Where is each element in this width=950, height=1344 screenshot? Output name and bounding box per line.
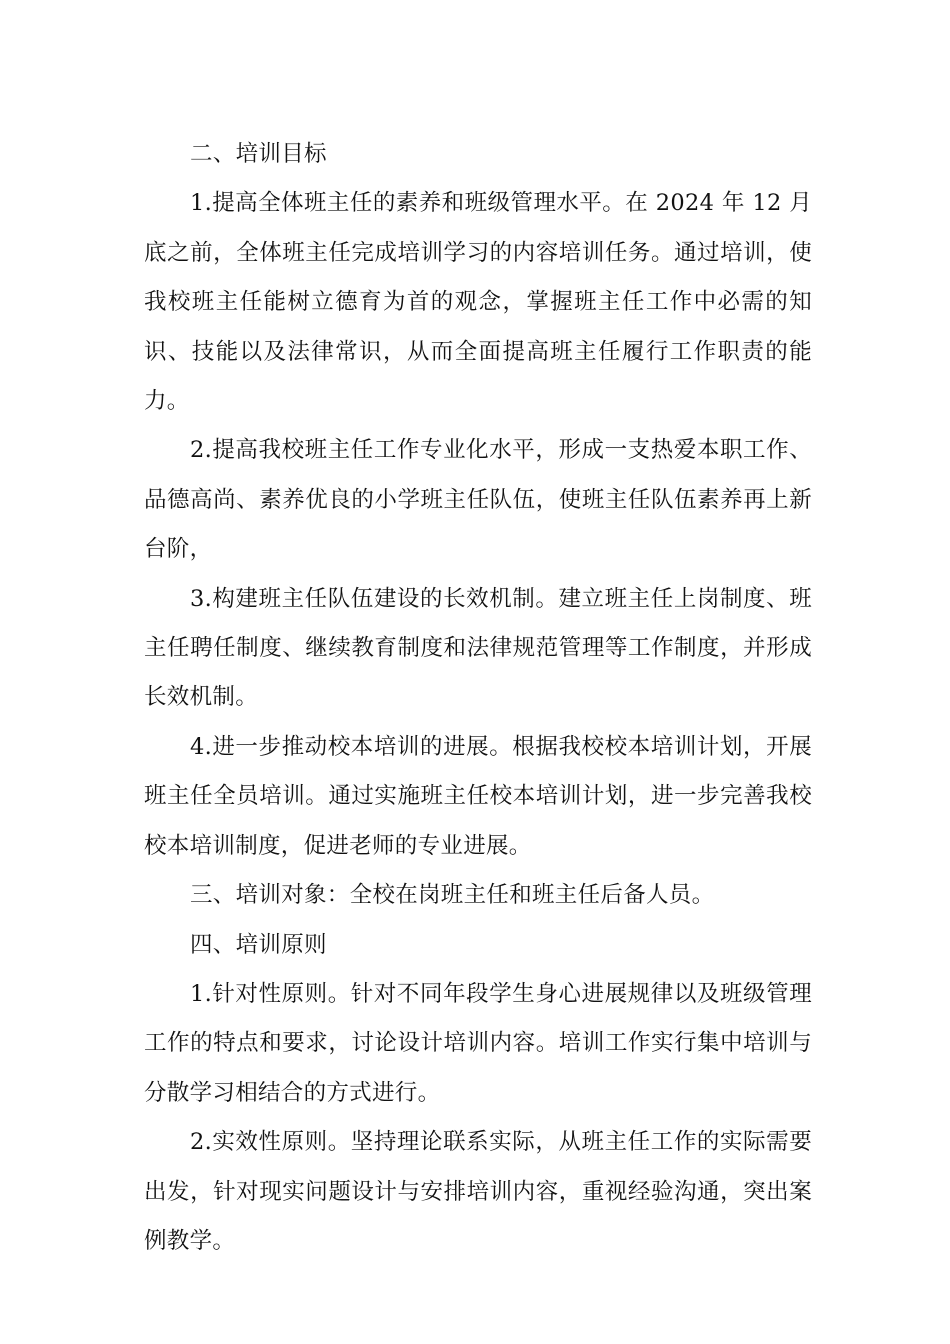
goal-paragraph-1: 1.提高全体班主任的素养和班级管理水平。在 2024 年 12 月底之前，全体班主任完成培训学习的内容培训任务。通过培训，使我校班主任能树立德育为首的观念，掌握班主任工作中必需的知识、技能以及法律常识，从而全面提高班主任履行工作职责的能力。 — [144, 190, 812, 415]
section-heading-principles: 四、培训原则 — [190, 931, 327, 958]
document-body — [144, 130, 812, 1266]
goal-paragraph-4: 4.进一步推动校本培训的进展。根据我校校本培训计划，开展班主任全员培训。通过实施班主任校本培训计划，进一步完善我校校本培训制度，促进老师的专业进展。 — [144, 733, 812, 859]
goal-paragraph-3: 3.构建班主任队伍建设的长效机制。建立班主任上岗制度、班主任聘任制度、继续教育制度和法律规范管理等工作制度，并形成长效机制。 — [144, 585, 812, 711]
goal-paragraph-2: 2.提高我校班主任工作专业化水平，形成一支热爱本职工作、品德高尚、素养优良的小学班主任队伍，使班主任队伍素养再上新台阶， — [144, 437, 812, 563]
section-heading-targets: 三、培训对象：全校在岗班主任和班主任后备人员。 — [190, 882, 715, 909]
section-heading-goals: 二、培训目标 — [190, 141, 327, 167]
principle-paragraph-1: 1.针对性原则。针对不同年段学生身心进展规律以及班级管理工作的特点和要求，讨论设计培训内容。培训工作实行集中培训与分散学习相结合的方式进行。 — [144, 980, 812, 1106]
principle-paragraph-2: 2.实效性原则。坚持理论联系实际，从班主任工作的实际需要出发，针对现实问题设计与安排培训内容，重视经验沟通，突出案例教学。 — [144, 1129, 812, 1254]
